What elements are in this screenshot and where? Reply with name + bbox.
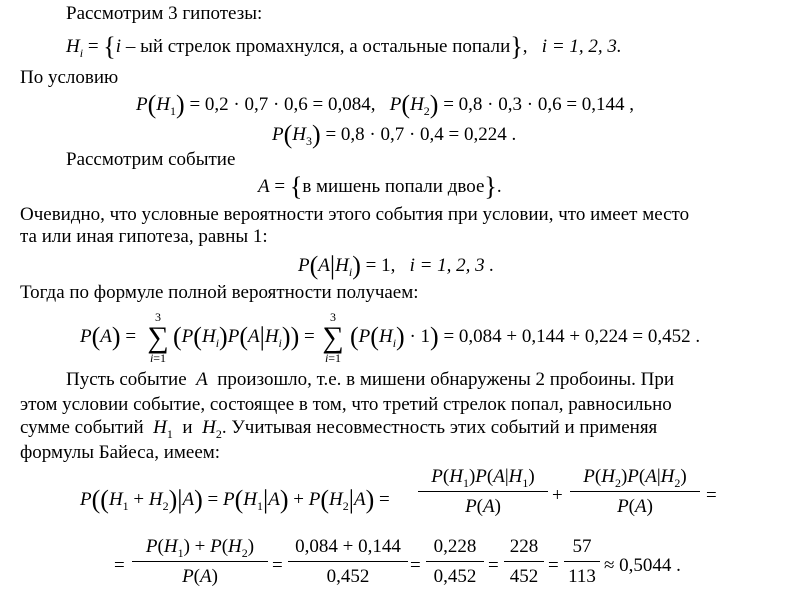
- result-fraction-symbolic: $\frac{P(H_1) + P(H_2)}{P(A)}$: [132, 536, 268, 588]
- paragraph-conditional-2: та или иная гипотеза, равны 1:: [20, 226, 268, 247]
- intro-hypotheses: Рассмотрим 3 гипотезы:: [66, 3, 263, 24]
- conditional-prob-formula: $P(A|H_i) = 1$, i = 1, 2, 3 .: [298, 251, 495, 280]
- sum-symbol-2: 3 ∑ i=1: [322, 310, 344, 365]
- bayes-fraction-1: $\frac{P(H_1)P(A|H_1)}{P(A)}$: [418, 466, 548, 518]
- prob-h1-value: = 0,2 · 0,7 · 0,6 = 0,084,: [189, 94, 376, 115]
- hypothesis-definition: $H_i = \{i$ – ый стрелок промахнулся, а остальные попали}, i = 1, 2, 3.: [66, 32, 622, 61]
- consider-event: Рассмотрим событие: [66, 149, 236, 170]
- hypothesis-range: i = 1, 2, 3.: [541, 36, 622, 57]
- result-fraction-numeric-2: $\frac{0,228}{0,452}$: [426, 536, 484, 588]
- total-prob-intro: Тогда по формуле полной вероятности получаем:: [20, 282, 419, 303]
- hypothesis-text: ый стрелок промахнулся, а остальные попали: [140, 36, 511, 57]
- sum-symbol-1: 3 ∑ i=1: [147, 310, 169, 365]
- prob-h3-value: = 0,8 · 0,7 · 0,4 = 0,224 .: [325, 124, 517, 145]
- prob-h2-value: = 0,8 · 0,3 · 0,6 = 0,144 ,: [443, 94, 635, 115]
- result-fraction-numeric-3: $\frac{228}{452}$: [504, 536, 544, 588]
- total-prob-result: = 0,084 + 0,144 + 0,224 = 0,452 .: [443, 326, 701, 347]
- paragraph-bayes-3: сумме событий $H_1$ и $H_2$. Учитывая несовместность этих событий и применяя: [20, 417, 658, 441]
- paragraph-bayes-4: формулы Байеса, имеем:: [20, 442, 221, 463]
- event-text: в мишень попали двое: [302, 176, 485, 197]
- paragraph-bayes-2: этом условии событие, состоящее в том, что третий стрелок попал, равносильно: [20, 394, 672, 415]
- final-approx: ≈ 0,5044 .: [604, 555, 681, 576]
- event-definition: A = {в мишень попали двое}.: [258, 172, 502, 201]
- result-fraction-numeric-1: $\frac{0,084 + 0,144}{0,452}$: [288, 536, 408, 588]
- prob-h3: $P(H_3) = 0,8 \cdot 0,7 \cdot 0,4 = 0,224$ .: [272, 120, 517, 149]
- bayes-fraction-2: $\frac{P(H_2)P(A|H_2)}{P(A)}$: [570, 466, 700, 518]
- document-page: Рассмотрим 3 гипотезы: $H_i = \{i$ – ый стрелок промахнулся, а остальные попали}, i = 1, 2, 3. По условию $P(H_1) = 0,2 \cdot 0,7 \cdot 0,6 = 0,084$, $P(H_2) = 0,8 \cdot 0,3 \cdot 0,6 = 0,144$ , $P(H_3) = 0,8 \cdot 0,7 \cdot 0,4 = 0,224$ . Рассмотрим событие A = {в мишень попали двое}. Очевидно, что условные вероятности этого события при условии, что имеет место та или иная гипотеза, равны 1: $P(A|H_i) = 1$, i = 1, 2, 3 . Тогда по формуле полной вероятности получаем: P(A) = 3 ∑ i=1 $(P(H_i)P(A|H_i))$ = 3 ∑ i=1 $(P(H_i) \cdot 1) = 0,084 + 0,144 + 0,224 = 0,452$ . Пусть событие A произошло, т.е. в мишени обнаружены 2 пробоины. При этом условии событие, состоящее в том, что третий стрелок попал, равносильно сумме событий $H_1$ и $H_2$. Учитывая несовместность этих событий и применяя формулы Байеса, имеем: $P((H_1 + H_2)|A) = P(H_1|A) + P(H_2|A)$ = $\frac{P(H_1)P(A|H_1)}{P(A)}$ + $\frac{P(H_2)P(A|H_2)}{P(A)}$ = = $\frac{P(H_1) + P(H_2)}{P(A)}$ = $\frac{0,084 + 0,144}{0,452}$ = $\frac{0,228}{0,452}$ = $\frac{228}{452}$ = $\frac{57}{113}$ ≈ 0,5044 .: [20, 3, 717, 587]
- paragraph-conditional-1: Очевидно, что условные вероятности этого события при условии, что имеет место: [20, 204, 690, 225]
- conditional-range: i = 1, 2, 3 .: [409, 255, 495, 276]
- conditional-value: = 1,: [365, 255, 396, 276]
- paragraph-bayes-1: Пусть событие A произошло, т.е. в мишени обнаружены 2 пробоины. При: [66, 369, 675, 390]
- prob-h1-h2: $P(H_1) = 0,2 \cdot 0,7 \cdot 0,6 = 0,084$, $P(H_2) = 0,8 \cdot 0,3 \cdot 0,6 = 0,144$ ,: [136, 90, 635, 119]
- result-fraction-numeric-4: $\frac{57}{113}$: [564, 536, 600, 588]
- by-condition: По условию: [20, 67, 119, 88]
